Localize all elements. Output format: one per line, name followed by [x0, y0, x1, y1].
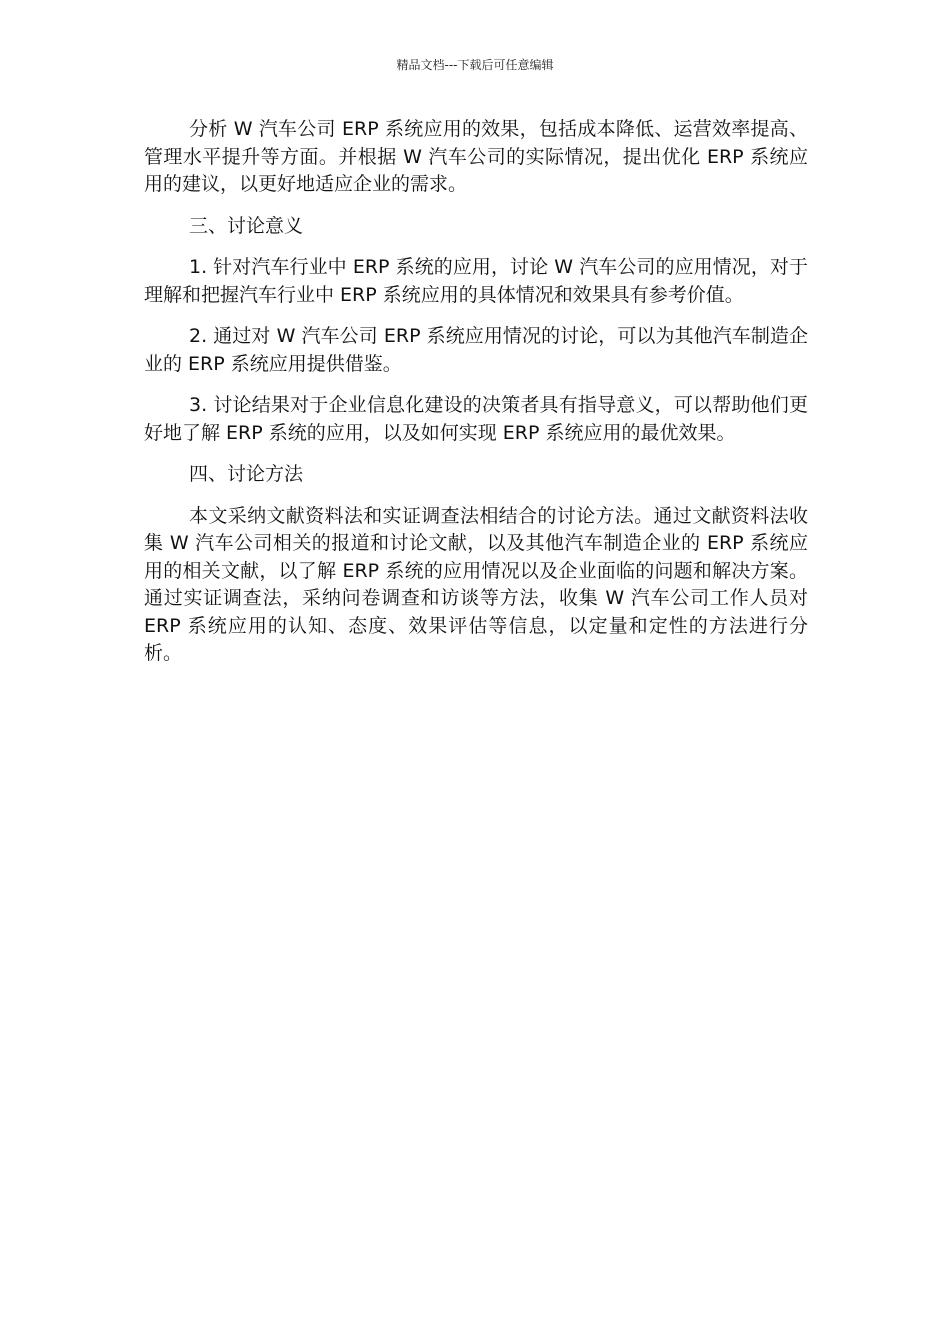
- paragraph-analysis: 分析 W 汽车公司 ERP 系统应用的效果，包括成本降低、运营效率提高、管理水平提升等方面。并根据 W 汽车公司的实际情况，提出优化 ERP 系统应用的建议，以更好地适应企业的需求。: [144, 118, 808, 195]
- list-item-2: 2. 通过对 W 汽车公司 ERP 系统应用情况的讨论，可以为其他汽车制造企业的 ERP 系统应用提供借鉴。: [144, 325, 808, 375]
- page-header: 精品文档---下载后可任意编辑: [396, 58, 554, 72]
- list-item-3: 3. 讨论结果对于企业信息化建设的决策者具有指导意义，可以帮助他们更好地了解 ERP 系统的应用，以及如何实现 ERP 系统应用的最优效果。: [144, 394, 808, 444]
- list-item-1: 1. 针对汽车行业中 ERP 系统的应用，讨论 W 汽车公司的应用情况，对于理解和把握汽车行业中 ERP 系统应用的具体情况和效果具有参考价值。: [144, 256, 808, 306]
- section-heading-method: 四、讨论方法: [189, 463, 304, 485]
- paragraph-method: 本文采纳文献资料法和实证调查法相结合的讨论方法。通过文献资料法收集 W 汽车公司相关的报道和讨论文献，以及其他汽车制造企业的 ERP 系统应用的相关文献，以了解 ERP 系统的应用情况以及企业面临的问题和解决方案。通过实证调查法，采纳问卷调查和访谈等方法，收集 W 汽车公司工作人员对 ERP 系统应用的认知、态度、效果评估等信息，以定量和定性的方法进行分析。: [144, 504, 808, 664]
- document-body: [144, 116, 808, 682]
- section-heading-significance: 三、讨论意义: [189, 214, 304, 237]
